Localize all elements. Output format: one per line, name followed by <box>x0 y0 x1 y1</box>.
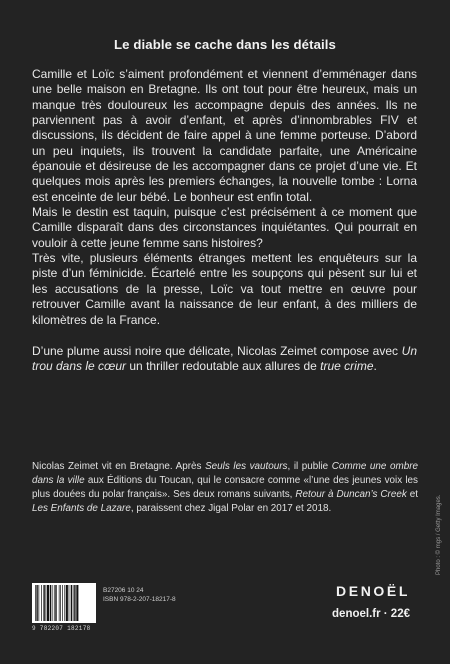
barcode-bar <box>35 585 36 621</box>
barcode-bar <box>59 585 60 621</box>
tagline: Le diable se cache dans les détails <box>114 37 336 52</box>
photo-credit: Photo : © mgs / Getty Images. <box>436 494 442 575</box>
book-title: Seuls les vautours <box>205 461 288 472</box>
barcode-bar <box>47 585 49 621</box>
product-codes <box>103 586 176 604</box>
book-title: Comme une ombre dans la ville <box>32 461 418 487</box>
bio-text: aux Éditions du Toucan, qui le consacre comme «l’une des jeunes voix les plus douées du polar français». Ses deux romans suivants, <box>32 475 418 501</box>
barcode-bar <box>46 585 47 621</box>
isbn-line: ISBN 978-2-207-18217-8 <box>103 596 176 603</box>
barcode-bar <box>73 585 74 621</box>
book-title: Un trou dans le cœur <box>32 343 417 374</box>
barcode-bar <box>54 585 55 621</box>
barcode-bar <box>60 585 61 621</box>
barcode-bar <box>43 585 44 621</box>
author-bio <box>32 460 418 516</box>
barcode-bar <box>62 585 63 621</box>
barcode-bar <box>50 585 51 621</box>
barcode-bar <box>66 585 68 621</box>
book-title: Retour à Duncan’s Creek <box>295 489 407 501</box>
barcode-bar <box>55 585 56 621</box>
barcode-bar <box>41 585 42 621</box>
barcode-bar <box>36 585 37 621</box>
publisher-logo: DENOËL <box>336 583 410 599</box>
blurb-text: . <box>373 359 377 374</box>
barcode-bar <box>69 585 70 621</box>
bio-text: , il publie <box>287 461 332 472</box>
barcode-bar <box>76 585 78 621</box>
barcode-bar <box>71 585 72 621</box>
product-code-line: B27206 10 24 <box>103 587 144 594</box>
barcode-number: 9 782207 182178 <box>32 625 91 632</box>
barcode-graphic <box>32 583 96 623</box>
genre-term: true crime <box>320 359 374 374</box>
bio-text: et <box>406 489 418 501</box>
author-bio-paragraph <box>32 460 418 516</box>
blurb-paragraph-2: Mais le destin est taquin, puisque c’est précisément à ce moment que Camille disparaît dans des circonstances inquiétantes. Qui pourrait en vouloir à cette jeune femme sans histoires? <box>32 205 417 250</box>
blurb-text: D’une plume aussi noire que délicate, Nicolas Zeimet compose avec <box>32 343 402 358</box>
bio-text: , paraissent chez Jigal Polar en 2017 et 2018. <box>130 503 332 515</box>
website-and-price: denoel.fr · 22€ <box>332 608 410 620</box>
barcode-bar <box>52 585 53 621</box>
blurb-paragraph-1: Camille et Loïc s’aiment profondément et viennent d’emménager dans une belle maison en Bretagne. Ils ont tout pour être heureux, mais un manque très douloureux les accompagne depuis des années. Ils ne parviennent pas à avoir d’enfant, et après d’innombrables FIV et discussions, ils décident de faire appel à une femme porteuse. D’abord un peu inquiets, ils trouvent la candidate parfaite, une Américaine épanouie et désireuse de les accompagner dans ce projet d’une vie. Et quelques mois après les premiers échanges, la nouvelle tombe : Lorna est enceinte de leur bébé. Le bonheur est enfin total. <box>32 67 417 204</box>
blurb-paragraph-4 <box>32 344 417 375</box>
blurb-text: un thriller redoutable aux allures de <box>126 359 321 374</box>
barcode-bar <box>74 585 75 621</box>
bio-text: Nicolas Zeimet vit en Bretagne. Après <box>32 461 206 472</box>
back-cover-blurb <box>32 67 417 375</box>
isbn-barcode <box>32 583 96 623</box>
blurb-paragraph-3: Très vite, plusieurs éléments étranges mettent les enquêteurs sur la piste d’un féminicide. Écartelé entre les soupçons qui pèsent sur lui et les accusations de la presse, Loïc va tout mettre en œuvre pour retrouver Camille avant la naissance de leur enfant, à des milliers de kilomètres de la France. <box>32 251 417 327</box>
barcode-bar <box>64 585 65 621</box>
book-title: Les Enfants de Lazare <box>32 503 131 515</box>
barcode-bar <box>39 585 40 621</box>
